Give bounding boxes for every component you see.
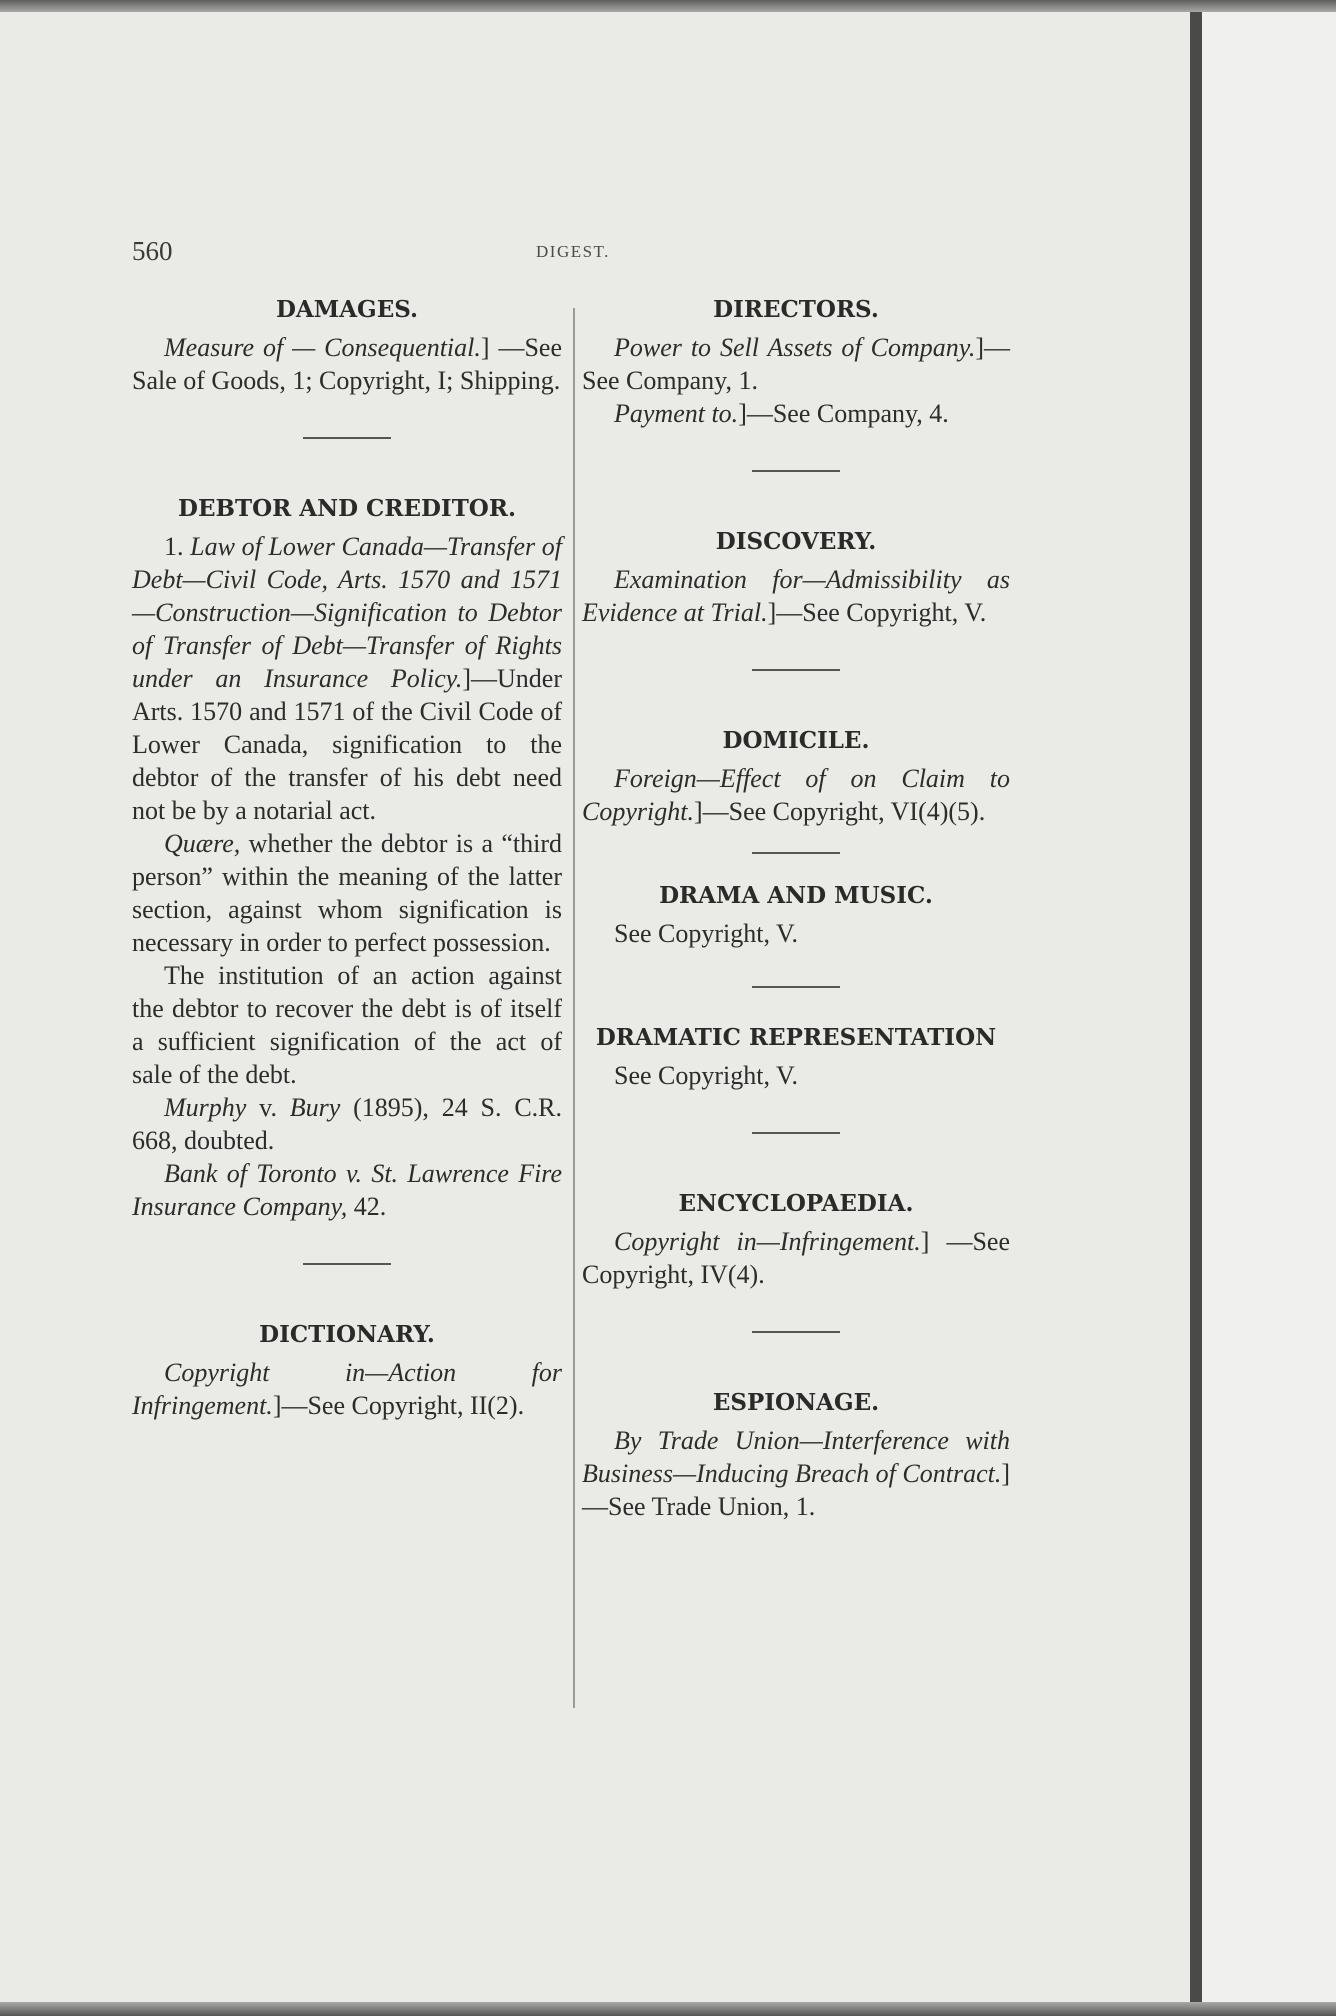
entry-domicile	[582, 727, 1010, 828]
page-number: 560	[132, 236, 173, 266]
cross-reference: ] —See Copyright, IV(4).	[582, 1227, 1011, 1289]
entry-italic-text: Law of Lower Canada—Transfer of Debt—Civil Code, Arts. 1570 and 1571—Construction—Signification to Debtor of Transfer of Debt—Transfer of Rights under an Insurance Policy.	[132, 532, 563, 693]
running-title: DIGEST.	[536, 242, 610, 261]
entry-body: ]—Under Arts. 1570 and 1571 of the Civil Code of Lower Canada, signification to the debtor of the transfer of his debt need not be by a notarial act.	[132, 664, 562, 825]
entry-debtor-and-creditor	[132, 495, 562, 1223]
column-divider	[573, 308, 575, 1708]
cross-reference: See Copyright, V.	[614, 1061, 798, 1090]
entry-discovery	[582, 528, 1010, 629]
entry-text	[582, 1424, 1010, 1523]
entry-text	[132, 331, 562, 397]
cross-reference: See Copyright, V.	[614, 919, 798, 948]
case-versus: v.	[246, 1093, 290, 1122]
section-divider	[303, 437, 391, 439]
entry-italic-text: Foreign—Effect of on Claim to Copyright.	[582, 764, 1010, 826]
right-column	[582, 296, 1010, 1523]
case-citation	[132, 1157, 562, 1223]
entry-text	[582, 563, 1010, 629]
cross-reference: ] —See Sale of Goods, 1; Copyright, I; Shipping.	[132, 333, 563, 395]
entry-italic-text: Quære,	[164, 829, 241, 858]
running-head	[132, 236, 1002, 276]
entry-text	[132, 530, 562, 827]
case-party: Bury	[289, 1093, 341, 1122]
scan-top-border	[0, 0, 1336, 12]
entry-heading: DICTIONARY.	[259, 1321, 435, 1348]
entry-dramatic-representation	[582, 1024, 1010, 1092]
entry-heading: DISCOVERY.	[715, 528, 877, 555]
section-divider	[752, 669, 840, 671]
cross-reference: ]—See Copyright, V.	[767, 598, 987, 627]
section-divider	[303, 1263, 391, 1265]
entry-text	[582, 397, 1010, 430]
entry-italic-text: Examination for—Admissibility as Evidence at Trial.	[582, 565, 1010, 627]
entry-text: The institution of an action against the debtor to recover the debt is of itself a sufficient signification of the act of sale of the debt.	[132, 961, 562, 1089]
entry-drama-and-music	[582, 882, 1010, 950]
section-divider	[752, 852, 840, 854]
entry-heading: DAMAGES.	[275, 296, 419, 323]
left-column	[132, 296, 562, 1422]
entry-heading: ESPIONAGE.	[712, 1389, 880, 1416]
scan-bottom-border	[0, 2002, 1336, 2016]
entry-italic-text: Payment to.	[614, 399, 739, 428]
cross-reference: ]—See Copyright, II(2).	[272, 1391, 525, 1420]
entry-heading: DIRECTORS.	[713, 296, 879, 323]
case-citation	[132, 1091, 562, 1157]
case-name: Bank of Toronto v. St. Lawrence Fire Insurance Company,	[132, 1159, 562, 1221]
entry-italic-text: Power to Sell Assets of Company.	[614, 333, 976, 362]
entry-text	[582, 331, 1010, 397]
entry-encyclopaedia	[582, 1190, 1010, 1291]
entry-heading: DOMICILE.	[722, 727, 870, 754]
cross-reference: ]—See Trade Union, 1.	[582, 1459, 1010, 1521]
entry-italic-text: Measure of — Consequential.	[164, 333, 481, 362]
entry-text	[582, 762, 1010, 828]
entry-directors	[582, 296, 1010, 430]
entry-text	[132, 827, 562, 959]
section-divider	[752, 470, 840, 472]
entry-italic-text: By Trade Union—Interference with Business—Inducing Breach of Contract.	[582, 1426, 1010, 1488]
entry-heading: ENCYCLOPAEDIA.	[678, 1190, 914, 1217]
next-page-edge	[1190, 12, 1336, 2002]
entry-text	[132, 1356, 562, 1422]
section-divider	[752, 1132, 840, 1134]
entry-damages	[132, 296, 562, 397]
entry-number: 1.	[164, 532, 184, 561]
entry-body: whether the debtor is a “third person” within the meaning of the latter section, against whom signification is necessary in order to perfect possession.	[132, 829, 562, 957]
citation-text: (1895), 24 S. C.R. 668, doubted.	[132, 1093, 563, 1155]
entry-text	[582, 1225, 1010, 1291]
entry-espionage	[582, 1389, 1010, 1523]
cross-reference: ]—See Company, 4.	[738, 399, 949, 428]
case-party: Murphy	[164, 1093, 247, 1122]
section-divider	[752, 1331, 840, 1333]
entry-italic-text: Copyright in—Action for Infringement.	[132, 1358, 562, 1420]
entry-heading: DRAMA AND MUSIC.	[659, 882, 933, 909]
section-divider	[752, 986, 840, 988]
entry-dictionary	[132, 1321, 562, 1422]
citation-text: 42.	[347, 1192, 387, 1221]
entry-italic-text: Copyright in—Infringement.	[614, 1227, 921, 1256]
cross-reference: ]—See Copyright, VI(4)(5).	[693, 797, 986, 826]
entry-heading: DEBTOR AND CREDITOR.	[178, 495, 516, 522]
entry-heading: DRAMATIC REPRESENTATION	[595, 1024, 997, 1051]
cross-reference: ]—See Company, 1.	[582, 333, 1010, 395]
